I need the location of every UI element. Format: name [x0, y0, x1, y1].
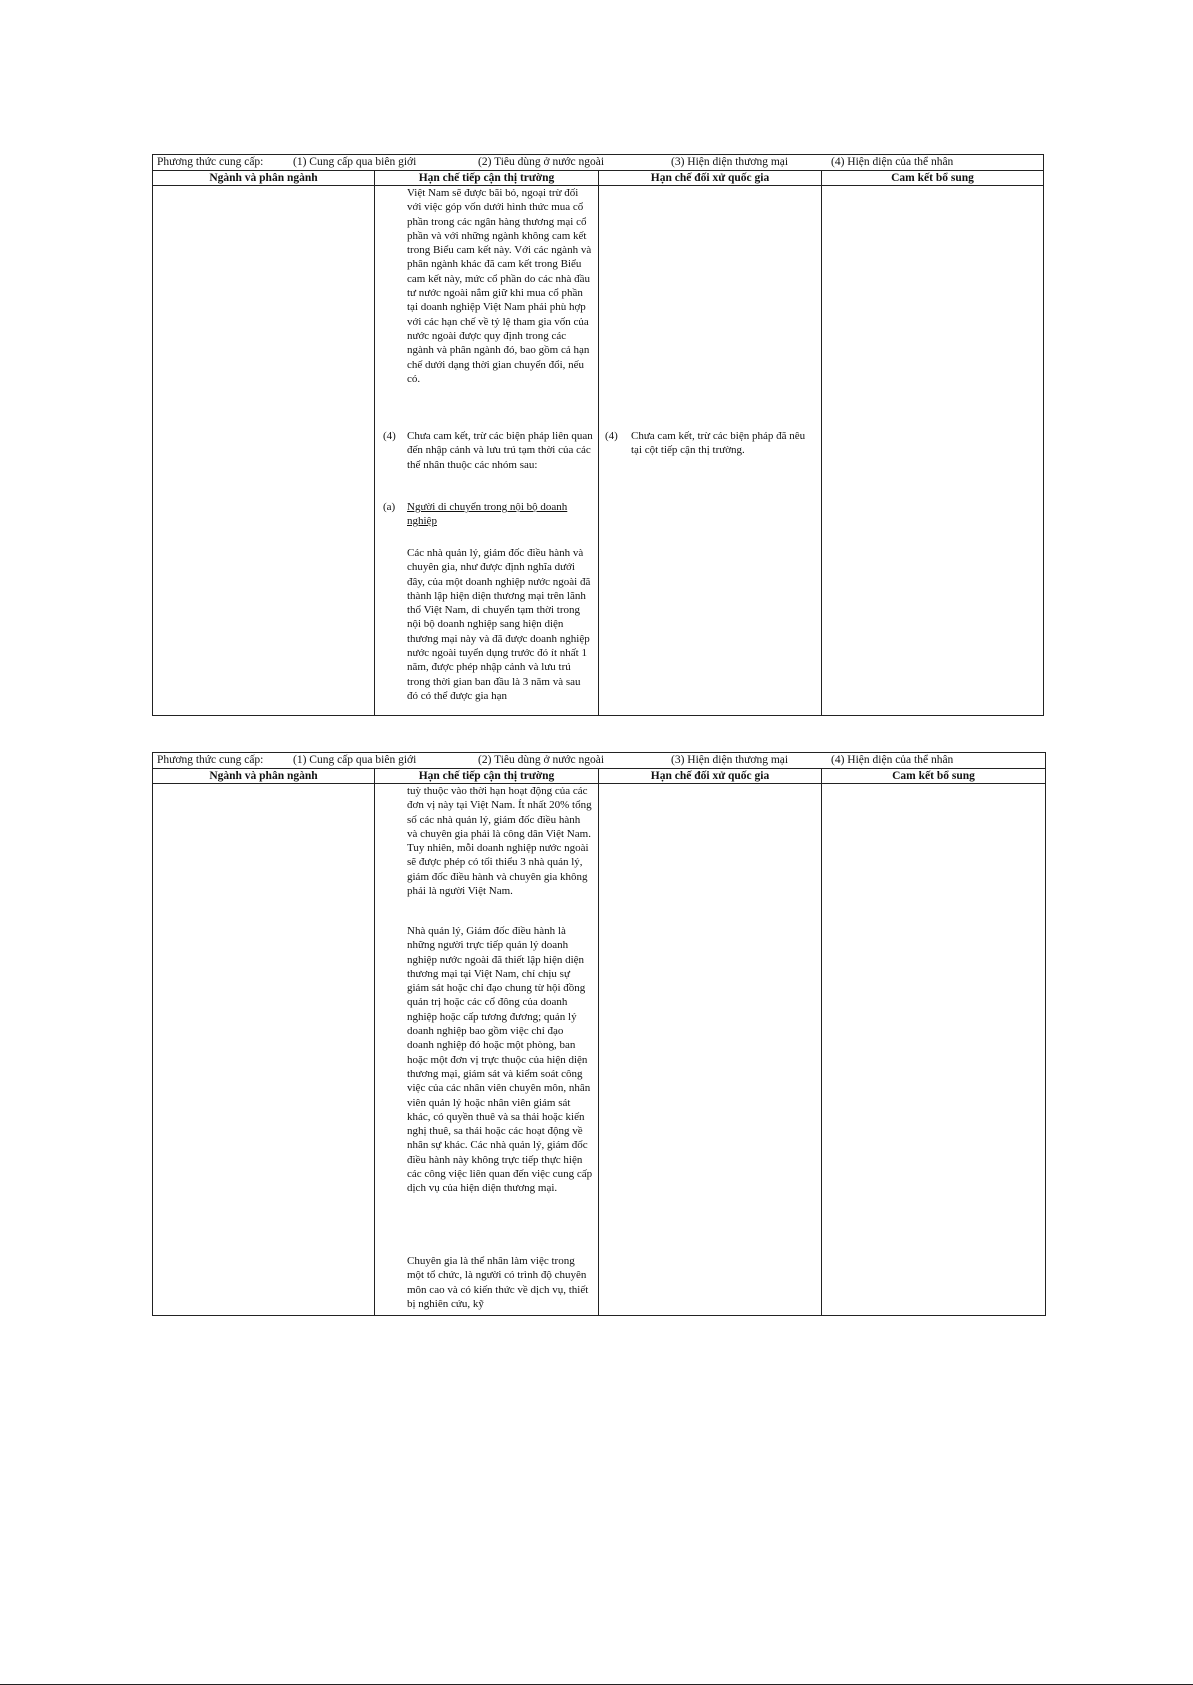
ma-paragraph-1: tuỳ thuộc vào thời hạn hoạt động của các đơn vị này tại Việt Nam. Ít nhất 20% tổng số các nhà quản lý, giám đốc điều hành và chuyên gia phải là công dân Việt Nam. Tuy nhiên, mỗi doanh nghiệp nước ngoài sẽ được phép có tối thiểu 3 nhà quản lý, giám đốc điều hành và chuyên gia không phải là người Việt Nam.: [407, 785, 592, 898]
ma-paragraph-3: Chuyên gia là thể nhân làm việc trong một tổ chức, là người có trình độ chuyên môn cao và có kiến thức về dịch vụ, thiết bị nghiên cứu, kỹ: [407, 1255, 589, 1310]
additional-cell: [822, 784, 1045, 1315]
mode-4: (4) Hiện diện của thể nhân: [831, 754, 954, 766]
mode-of-supply-row: [153, 753, 1045, 769]
table-row: [153, 784, 1045, 1315]
national-treatment-cell: [599, 784, 822, 1315]
ma-paragraph-3: Người di chuyển trong nội bộ doanh nghiệp: [407, 501, 568, 528]
ma-paragraph-2: Nhà quản lý, Giám đốc điều hành là những người trực tiếp quản lý doanh nghiệp nước ngoài đã thiết lập hiện diện thương mại tại Việt Nam, chỉ chịu sự giám sát hoặc chỉ đạo chung từ hội đồng quản trị hoặc các cổ đông của doanh nghiệp hoặc cấp tương đương; quản lý doanh nghiệp bao gồm việc chỉ đạo doanh nghiệp đó hoặc một phòng, ban hoặc một đơn vị trực thuộc của hiện diện thương mại, giám sát và kiểm soát công việc của các nhân viên chuyên môn, nhân viên quản lý hoặc nhân viên giám sát khác, có quyền thuê và sa thải hoặc kiến nghị thuê, sa thải hoặc các hoạt động về nhân sự khác. Các nhà quản lý, giám đốc điều hành này không trực tiếp thực hiện các công việc liên quan đến việc cung cấp dịch vụ của hiện diện thương mại.: [407, 925, 593, 1195]
ma-paragraph-4: Các nhà quản lý, giám đốc điều hành và chuyên gia, như được định nghĩa dưới đây, của một doanh nghiệp nước ngoài đã thành lập hiện diện thương mại trên lãnh thổ Việt Nam, di chuyển tạm thời trong nội bộ doanh nghiệp sang hiện diện thương mại này và đã được doanh nghiệp nước ngoài tuyển dụng trước đó ít nhất 1 năm, được phép nhập cảnh và lưu trú trong thời gian ban đầu là 3 năm và sau đó có thể được gia hạn: [407, 547, 591, 702]
nt-number-4: (4): [605, 430, 618, 442]
ma-paragraph-1: Việt Nam sẽ được bãi bỏ, ngoại trừ đối với việc góp vốn dưới hình thức mua cổ phần trong các ngân hàng thương mại cổ phần và với những ngành không cam kết trong Biểu cam kết này. Với các ngành và phân ngành khác đã cam kết trong Biểu cam kết này, mức cổ phần do các nhà đầu tư nước ngoài nắm giữ khi mua cổ phần tại doanh nghiệp Việt Nam phải phù hợp với các hạn chế về tỷ lệ tham gia vốn của nước ngoài được quy định trong các ngành và phân ngành đó, bao gồm cả hạn chế dưới dạng thời gian chuyển đổi, nếu có.: [407, 187, 592, 385]
col-sector: Ngành và phân ngành: [153, 171, 375, 185]
sector-cell: [153, 784, 375, 1315]
mode-4: (4) Hiện diện của thể nhân: [831, 156, 954, 168]
mode-of-supply-row: [153, 155, 1043, 171]
mode-label: Phương thức cung cấp:: [157, 754, 264, 766]
column-header-row: [153, 769, 1045, 784]
schedule-table-2: [152, 752, 1046, 1316]
schedule-table-1: [152, 154, 1044, 716]
ma-paragraph-2: Chưa cam kết, trừ các biện pháp liên quan đến nhập cảnh và lưu trú tạm thời của các thể nhân thuộc các nhóm sau:: [407, 430, 593, 471]
col-national-treatment: Hạn chế đối xử quốc gia: [599, 769, 822, 783]
mode-3: (3) Hiện diện thương mại: [671, 156, 789, 168]
mode-1: (1) Cung cấp qua biên giới: [293, 156, 417, 168]
mode-label: Phương thức cung cấp:: [157, 156, 264, 168]
mode-3: (3) Hiện diện thương mại: [671, 754, 789, 766]
col-market-access: Hạn chế tiếp cận thị trường: [375, 769, 599, 783]
col-additional: Cam kết bổ sung: [892, 770, 975, 782]
mode-2: (2) Tiêu dùng ở nước ngoài: [478, 156, 605, 168]
column-header-row: [153, 171, 1043, 186]
ma-number-4: (4): [383, 430, 396, 442]
col-sector: Ngành và phân ngành: [153, 769, 375, 783]
nt-paragraph-1: Chưa cam kết, trừ các biện pháp đã nêu tại cột tiếp cận thị trường.: [631, 430, 806, 457]
additional-cell: [822, 186, 1043, 715]
national-treatment-cell: [599, 186, 822, 715]
ma-letter-a: (a): [383, 501, 396, 513]
sector-cell: [153, 186, 375, 715]
mode-1: (1) Cung cấp qua biên giới: [293, 754, 417, 766]
col-additional: Cam kết bổ sung: [891, 172, 974, 184]
table-row: [153, 186, 1043, 715]
market-access-cell: [375, 186, 599, 715]
market-access-cell: [375, 784, 599, 1315]
col-market-access: Hạn chế tiếp cận thị trường: [375, 171, 599, 185]
col-national-treatment: Hạn chế đối xử quốc gia: [599, 171, 822, 185]
mode-2: (2) Tiêu dùng ở nước ngoài: [478, 754, 605, 766]
